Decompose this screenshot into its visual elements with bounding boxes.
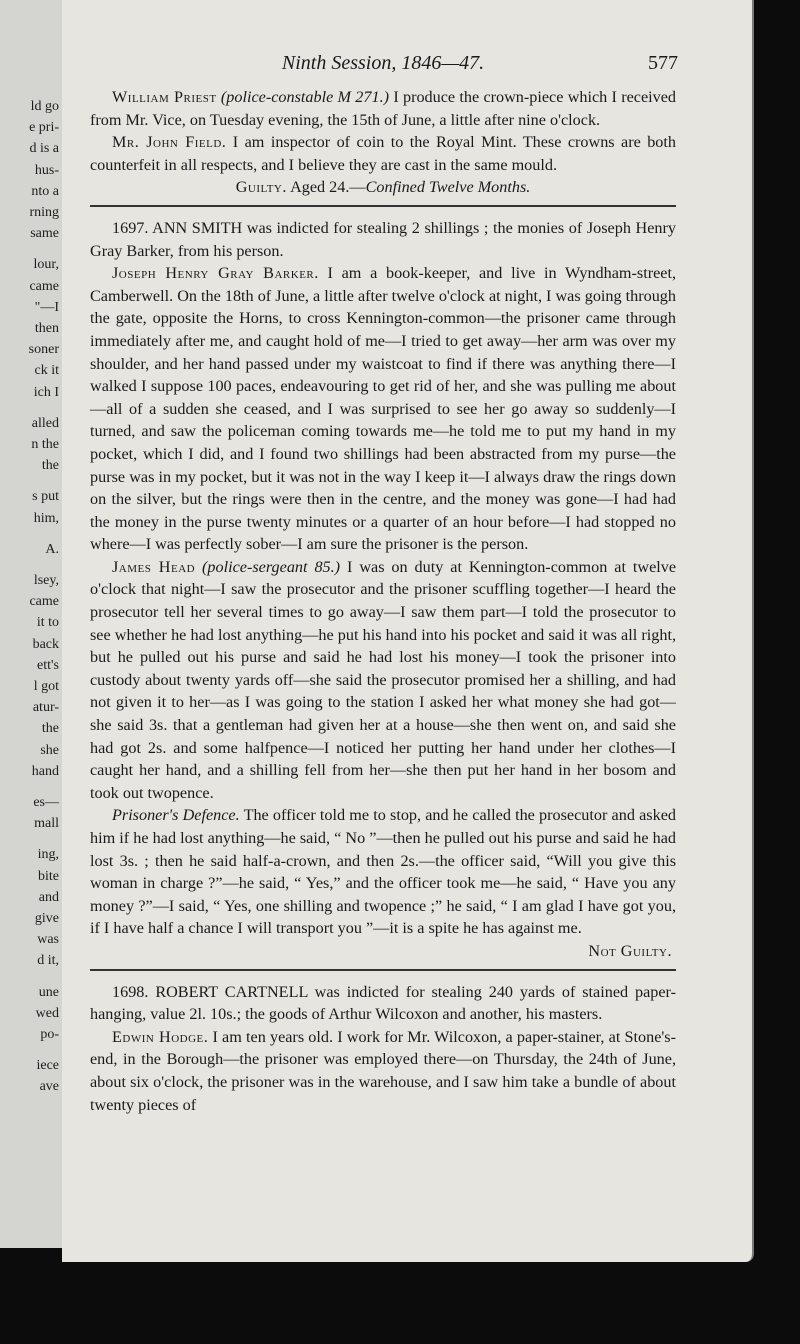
left-page-fragment: was — [37, 932, 59, 948]
left-page-fragment: lsey, — [33, 573, 59, 588]
left-page-fragment: d is a — [29, 141, 59, 157]
left-page-fragment: it to — [36, 615, 59, 631]
adjacent-left-page — [0, 0, 65, 1248]
left-page-fragment: the — [41, 721, 59, 737]
left-page-fragment: alled — [31, 415, 59, 431]
testimony-joseph-barker — [90, 262, 676, 556]
left-page-fragment: and — [38, 889, 59, 905]
verdict-word: Guilty. — [235, 178, 287, 197]
left-page-fragment: ld go — [30, 99, 59, 114]
left-page-fragment: d it, — [37, 953, 59, 969]
left-page-fragment: bite — [38, 868, 59, 884]
prisoner-defence — [90, 804, 676, 940]
left-page-fragment: him, — [33, 510, 59, 526]
left-page-fragment: hand — [31, 763, 59, 779]
witness-name: Joseph Henry Gray Barker. — [112, 264, 319, 283]
case-heading-1697: 1697. ANN SMITH was indicted for stealing 2 shillings ; the monies of Joseph Henry Gray Barker, from his person. — [90, 218, 676, 260]
defence-label: Prisoner's Defence. — [112, 806, 240, 825]
left-page-fragment: ing, — [37, 847, 59, 863]
left-page-fragment: soner — [28, 342, 59, 358]
testimony-text: I am inspector of coin to the Royal Mint. These crowns are both counterfeit in all respects, and I believe they are cast in the same mould. — [90, 133, 676, 174]
left-page-fragment: rning — [29, 205, 59, 220]
left-page-fragment: came — [29, 594, 59, 610]
witness-name: William Priest — [112, 88, 217, 106]
witness-role: (police-constable M 271.) — [220, 88, 390, 106]
left-page-fragment: A. — [45, 541, 59, 557]
verdict-line — [90, 940, 676, 963]
witness-role: (police-sergeant 85.) — [202, 557, 341, 576]
left-page-fragment: iece — [36, 1058, 59, 1074]
left-page-fragment: es— — [33, 795, 59, 810]
verdict-age: Aged 24.— — [290, 178, 366, 197]
left-page-fragment: same — [30, 226, 59, 242]
left-page-fragment: po- — [40, 1027, 59, 1042]
left-page-fragment: l got — [33, 679, 59, 694]
left-page-fragment: e pri- — [29, 120, 59, 136]
left-page-fragment: lour, — [33, 257, 59, 273]
session-title: Ninth Session, 1846—47. — [281, 52, 485, 74]
testimony-edwin-hodge — [90, 1026, 676, 1116]
witness-name: Edwin Hodge. — [112, 1027, 209, 1046]
left-page-fragment: atur- — [32, 700, 59, 716]
left-page-fragment: came — [29, 278, 59, 294]
left-page-fragment: ett's — [37, 657, 59, 673]
left-page-fragment: "—I — [34, 299, 59, 315]
verdict-word: Not Guilty. — [588, 941, 672, 960]
verdict-line — [90, 176, 676, 199]
witness-name: Mr. John Field. — [112, 133, 227, 152]
witness-name: James Head — [112, 557, 196, 576]
testimony-william-priest — [90, 86, 676, 131]
left-page-fragment: ave — [39, 1079, 59, 1095]
case-divider — [90, 969, 676, 971]
testimony-john-field — [90, 131, 676, 176]
left-page-fragment: s put — [32, 489, 59, 505]
case-divider — [90, 205, 676, 207]
running-header — [90, 52, 676, 86]
left-page-fragment: mall — [34, 816, 59, 832]
left-page-fragment: nto a — [31, 183, 59, 199]
left-page-fragment: the — [41, 458, 59, 474]
page-content — [90, 52, 676, 1116]
testimony-james-head — [90, 556, 676, 805]
sentence: Confined Twelve Months. — [365, 178, 531, 197]
testimony-text: I produce the crown-piece which I received from Mr. Vice, on Tuesday evening, the 15th of June, a little after nine o'clock. — [90, 88, 677, 129]
testimony-text: I am a book-keeper, and live in Wyndham-street, Camberwell. On the 18th of June, a little after twelve o'clock at night, I was going through the gate, opposite the Horns, to cross Kennington-common—the prisoner came through immediately after me, and caught hold of me—I tried to get away—her arm was over my shoulder, and her hand passed under my waistcoat to find if there was anything there—I walked I suppose 100 paces, endeavouring to get rid of her, and she was pulling me about—all of a sudden she ceased, and I was surprised to see her go away so suddenly—I turned, and saw the policeman coming towards me—he told me to put my hand in my pocket, which I did, and I found two shillings had been abstracted from my purse—the purse was in my pocket, but it was not in the way I keep it—I always draw the rings down on the silver, but the rings were then in the centre, and the money was gone—I had had the money in the purse twenty minutes or a quarter of an hour before—I had stopped no where—I was perfectly sober—I am sure the prisoner is the person. — [90, 264, 677, 554]
left-page-fragment: n the — [31, 437, 59, 452]
defence-text: The officer told me to stop, and he called the prosecutor and asked him if he had lost anything—he said, “ No ”—then he pulled out his purse and said he had lost 3s. ; then he said half-a-crown, and then 2s.—the officer said, “Will you give this woman in charge ?”—he said, “ Yes,” and the officer took me—he said, “ Have you any money ?”—I said, “ Yes, one shilling and twopence ;” he said, “ I am glad I have got you, if I have half a chance I will transport you ”—it is a spite he has against me. — [90, 806, 676, 938]
left-page-fragment: hus- — [34, 162, 59, 178]
left-page-fragment: then — [34, 321, 59, 336]
left-page-fragment: back — [32, 636, 59, 652]
testimony-text: I was on duty at Kennington-common at twelve o'clock that night—I saw the prosecutor and the prisoner scuffling together—I heard the prosecutor tell her several times to go away—I saw them part—I told the prosecutor to see whether he had lost anything—he put his hand into his pocket and said it was all right, but he pulled out his purse and said he had lost his money—I took the prisoner into custody about twenty yards off—she said the prosecutor promised her a shilling, and had not given it to her—as I was going to the station I asked her what money she had got—she said 3s. that a gentleman had given her at a house—she then went on, and said she had got 2s. and some halfpence—I noticed her putting her hand under her clothes—I caught her hand, and a shilling fell from her—she then put her hand in her bosom and took out twopence. — [90, 557, 677, 802]
left-page-fragment: ich I — [33, 384, 59, 400]
case-heading-1698: 1698. ROBERT CARTNELL was indicted for stealing 240 yards of stained paper-hanging, value 2l. 10s.; the goods of Arthur Wilcoxon and another, his masters. — [90, 982, 676, 1024]
page-number: 577 — [648, 52, 678, 74]
page-577 — [62, 0, 754, 1262]
left-page-fragment: give — [34, 911, 59, 926]
left-page-fragment: ck it — [34, 363, 59, 379]
left-page-fragment: une — [38, 984, 59, 1000]
left-page-fragment: she — [40, 742, 59, 758]
testimony-text: I am ten years old. I work for Mr. Wilcoxon, a paper-stainer, at Stone's-end, in the Borough—the prisoner was employed there—on Thursday, the 24th of June, about six o'clock, the prisoner was in the warehouse, and I saw him take a bundle of about twenty pieces of — [90, 1027, 676, 1114]
left-page-fragment: wed — [35, 1005, 59, 1021]
